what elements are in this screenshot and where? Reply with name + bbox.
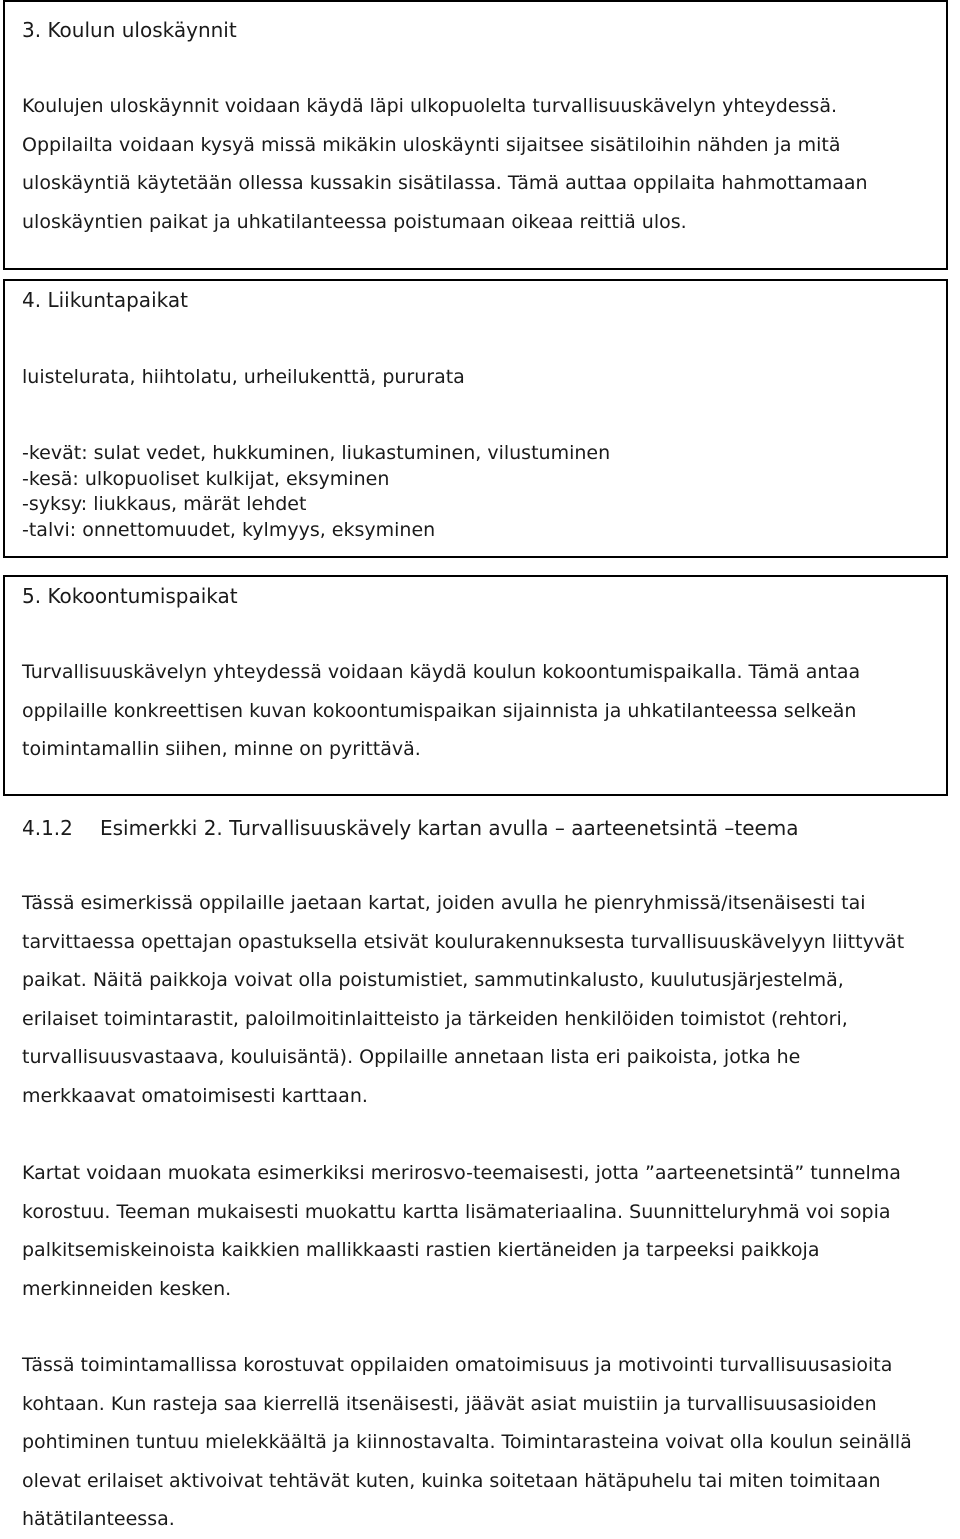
text-line: toimintamallin siihen, minne on pyrittävä. xyxy=(22,738,421,761)
sports-places-list: luistelurata, hiihtolatu, urheilukenttä, pururata xyxy=(22,366,465,388)
season-item-summer: -kesä: ulkopuoliset kulkijat, eksyminen xyxy=(22,467,390,490)
text-line: kohtaan. Kun rasteja saa kierrellä itsenäisesti, jäävät asiat muistiin ja turvallisuusasioiden xyxy=(22,1392,877,1415)
season-item-autumn: -syksy: liukkaus, märät lehdet xyxy=(22,493,307,515)
text-line: Tässä esimerkissä oppilaille jaetaan kartat, joiden avulla he pienryhmissä/itsenäisesti tai xyxy=(22,892,866,914)
season-item-winter: -talvi: onnettomuudet, kylmyys, eksyminen xyxy=(22,518,436,541)
text-line: paikat. Näitä paikkoja voivat olla poistumistiet, sammutinkalusto, kuulutusjärjestelmä, xyxy=(22,969,844,992)
text-line: olevat erilaiset aktivoivat tehtävät kuten, kuinka soitetaan hätäpuhelu tai miten toimitaan xyxy=(22,1469,881,1492)
text-line: palkitsemiskeinoista kaikkien mallikkaasti rastien kiertäneiden ja tarpeeksi paikkoja xyxy=(22,1239,820,1262)
text-line: turvallisuusvastaava, kouluisäntä). Oppilaille annetaan lista eri paikoista, jotka he xyxy=(22,1046,801,1069)
text-line: merkkaavat omatoimisesti karttaan. xyxy=(22,1084,368,1107)
section-number: 4.1.2 xyxy=(22,816,73,840)
exits-paragraph xyxy=(22,87,868,241)
text-line: hätätilanteessa. xyxy=(22,1508,175,1531)
text-line: erilaiset toimintarastit, paloilmoitinlaitteisto ja tärkeiden henkilöiden toimistot (rehtori, xyxy=(22,1007,848,1030)
text-line: oppilaille konkreettisen kuvan kokoontumispaikan sijainnista ja uhkatilanteessa selkeän xyxy=(22,699,857,722)
season-item-spring: -kevät: sulat vedet, hukkuminen, liukastuminen, vilustuminen xyxy=(22,442,611,464)
season-risks-list xyxy=(22,441,610,543)
text-line: Tässä toimintamallissa korostuvat oppilaiden omatoimisuus ja motivointi turvallisuusasioita xyxy=(22,1354,893,1376)
heading-exits: 3. Koulun uloskäynnit xyxy=(22,18,237,42)
heading-assembly-points: 5. Kokoontumispaikat xyxy=(22,584,238,608)
text-line: Oppilailta voidaan kysyä missä mikäkin uloskäynti sijaitsee sisätiloihin nähden ja mitä xyxy=(22,133,841,156)
text-line: pohtiminen tuntuu mielekkäältä ja kiinnostavalta. Toimintarasteina voivat olla koulun seinällä xyxy=(22,1431,912,1454)
text-line: Koulujen uloskäynnit voidaan käydä läpi ulkopuolelta turvallisuuskävelyn yhteydessä. xyxy=(22,95,838,117)
text-line: uloskäyntiä käytetään ollessa kussakin sisätilassa. Tämä auttaa oppilaita hahmottamaan xyxy=(22,172,868,195)
body-paragraph-1 xyxy=(22,884,904,1116)
text-line: uloskäyntien paikat ja uhkatilanteessa poistumaan oikeaa reittiä ulos. xyxy=(22,210,687,233)
text-line: Turvallisuuskävelyn yhteydessä voidaan käydä koulun kokoontumispaikalla. Tämä antaa xyxy=(22,661,861,683)
section-title: Esimerkki 2. Turvallisuuskävely kartan avulla – aarteenetsintä –teema xyxy=(100,816,799,840)
text-line: merkinneiden kesken. xyxy=(22,1277,232,1300)
heading-sports-places: 4. Liikuntapaikat xyxy=(22,288,188,312)
text-line: tarvittaessa opettajan opastuksella etsivät koulurakennuksesta turvallisuuskävelyyn liittyvät xyxy=(22,930,905,953)
body-paragraph-2 xyxy=(22,1154,901,1308)
body-paragraph-3 xyxy=(22,1346,912,1539)
assembly-paragraph xyxy=(22,653,860,769)
text-line: Kartat voidaan muokata esimerkiksi merirosvo-teemaisesti, jotta ”aarteenetsintä” tunnelma xyxy=(22,1162,901,1184)
text-line: korostuu. Teeman mukaisesti muokattu kartta lisämateriaalina. Suunnitteluryhmä voi sopia xyxy=(22,1200,891,1223)
